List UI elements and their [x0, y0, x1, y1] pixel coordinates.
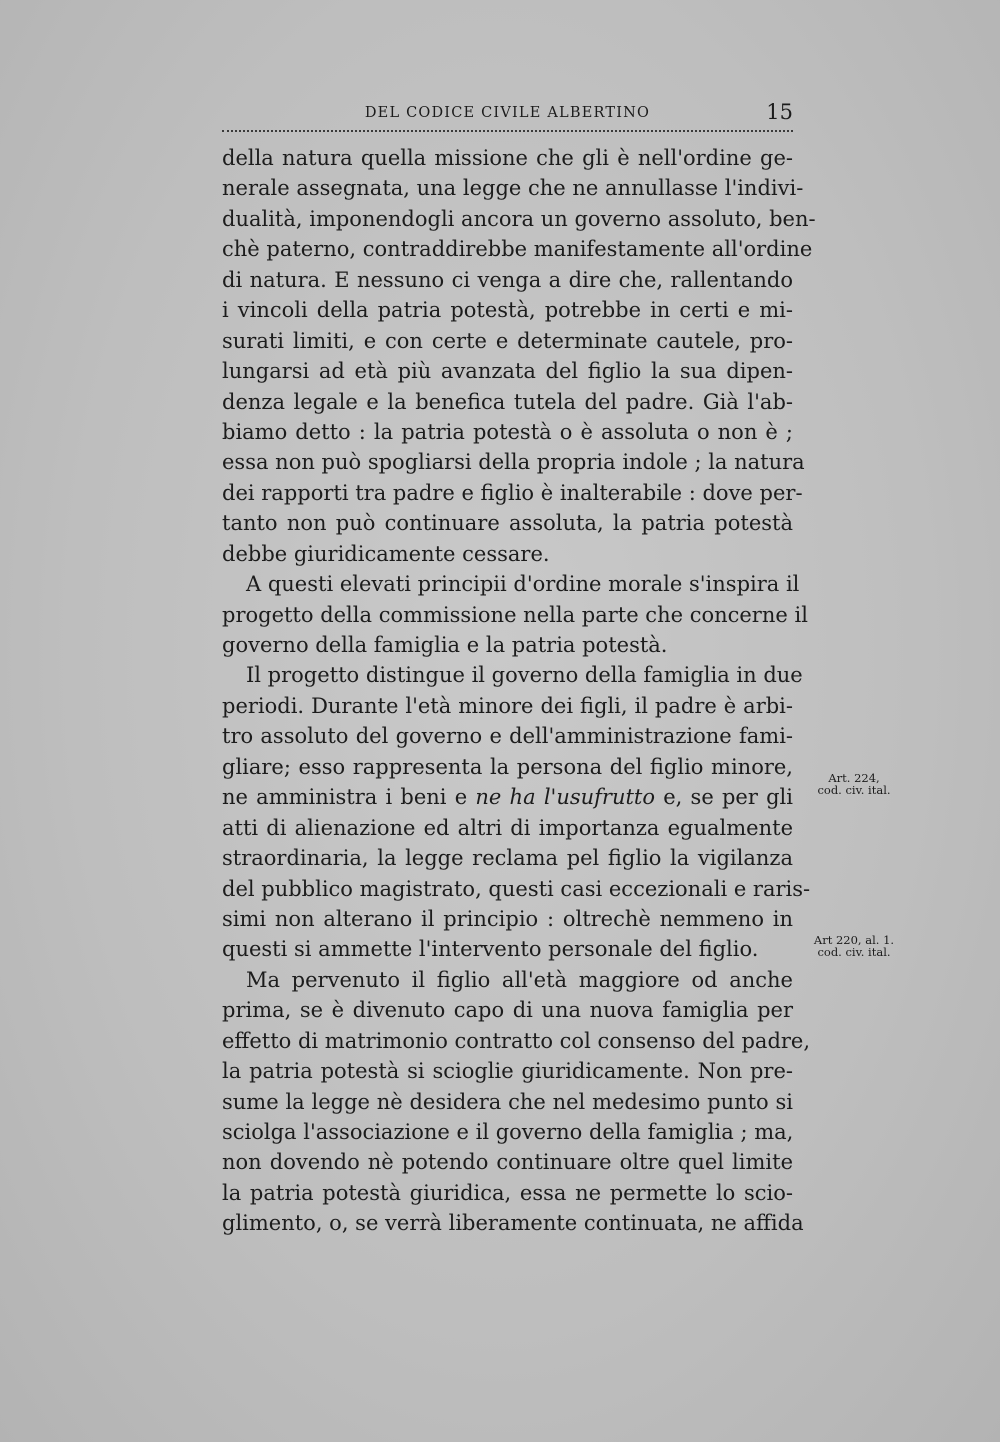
margin-note-line: Art 220, al. 1.: [813, 933, 895, 947]
text-line: di natura. E nessuno ci venga a dire che, rallentando: [222, 267, 793, 292]
text-line: dualità, imponendogli ancora un governo assoluto, ben-: [222, 206, 816, 231]
text-line: surati limiti, e con certe e determinate cautele, pro-: [222, 328, 793, 353]
margin-note: [804, 772, 904, 796]
text-line: non dovendo nè potendo continuare oltre quel limite: [222, 1150, 793, 1175]
text-line: essa non può spogliarsi della propria indole ; la natura: [222, 450, 805, 475]
text-line: sciolga l'associazione e il governo della famiglia ; ma,: [222, 1120, 794, 1144]
header-rule: [222, 130, 793, 132]
text-line: Ma pervenuto il figlio all'età maggiore od anche: [246, 967, 793, 992]
text-line: Il progetto distingue il governo della famiglia in due: [246, 663, 803, 688]
text-line: questi si ammette l'intervento personale del figlio.: [222, 937, 759, 962]
text-line: tro assoluto del governo e dell'amministrazione fami-: [222, 724, 793, 749]
text-line: simi non alterano il principio : oltrechè nemmeno in: [222, 906, 793, 931]
text-segment: ne amministra i beni e: [222, 785, 468, 810]
text-line: biamo detto : la patria potestà o è assoluta o non è ;: [222, 419, 793, 444]
text-line: straordinaria, la legge reclama pel figlio la vigilanza: [222, 846, 793, 871]
text-line: nerale assegnata, una legge che ne annullasse l'indivi-: [222, 176, 804, 201]
text-line: del pubblico magistrato, questi casi eccezionali e raris-: [222, 876, 811, 901]
body-text: [222, 143, 816, 1239]
text-line-with-italic: [222, 782, 793, 812]
text-line: governo della famiglia e la patria potestà.: [222, 633, 668, 657]
text-line: prima, se è divenuto capo di una nuova famiglia per: [222, 998, 793, 1023]
text-line: tanto non può continuare assoluta, la patria potestà: [222, 511, 793, 536]
text-line: gliare; esso rappresenta la persona del figlio minore,: [222, 754, 793, 779]
text-line: effetto di matrimonio contratto col consenso del padre,: [222, 1028, 811, 1053]
text-line: progetto della commissione nella parte che concerne il: [222, 602, 808, 627]
margin-note: [804, 934, 904, 958]
text-line: la patria potestà si scioglie giuridicamente. Non pre-: [222, 1059, 793, 1084]
italic-phrase: ne ha l'usufrutto: [475, 785, 655, 810]
text-line: chè paterno, contraddirebbe manifestamente all'ordine: [222, 237, 813, 262]
text-line: A questi elevati principii d'ordine morale s'inspira il: [246, 572, 800, 597]
margin-note-line: cod. civ. ital.: [817, 783, 891, 797]
text-line: atti di alienazione ed altri di importanza egualmente: [222, 815, 793, 840]
margin-note-line: Art. 224,: [828, 771, 880, 785]
page-header: [222, 100, 793, 130]
text-line: sume la legge nè desidera che nel medesimo punto si: [222, 1089, 793, 1114]
margin-note-line: cod. civ. ital.: [817, 945, 891, 959]
text-line: la patria potestà giuridica, essa ne permette lo scio-: [222, 1180, 793, 1205]
text-line: glimento, o, se verrà liberamente continuata, ne affida: [222, 1211, 804, 1236]
text-segment: e, se per gli: [663, 785, 793, 810]
text-line: della natura quella missione che gli è nell'ordine ge-: [222, 146, 793, 170]
page-number: 15: [766, 100, 793, 124]
text-line: denza legale e la benefica tutela del padre. Già l'ab-: [222, 389, 793, 414]
running-title: DEL CODICE CIVILE ALBERTINO: [364, 105, 651, 121]
text-line: periodi. Durante l'età minore dei figli, il padre è arbi-: [222, 693, 793, 718]
text-line: i vincoli della patria potestà, potrebbe in certi e mi-: [222, 298, 793, 323]
text-line: dei rapporti tra padre e figlio è inalterabile : dove per-: [222, 480, 803, 505]
text-line: debbe giuridicamente cessare.: [222, 541, 550, 566]
text-line: lungarsi ad età più avanzata del figlio la sua dipen-: [222, 359, 793, 384]
